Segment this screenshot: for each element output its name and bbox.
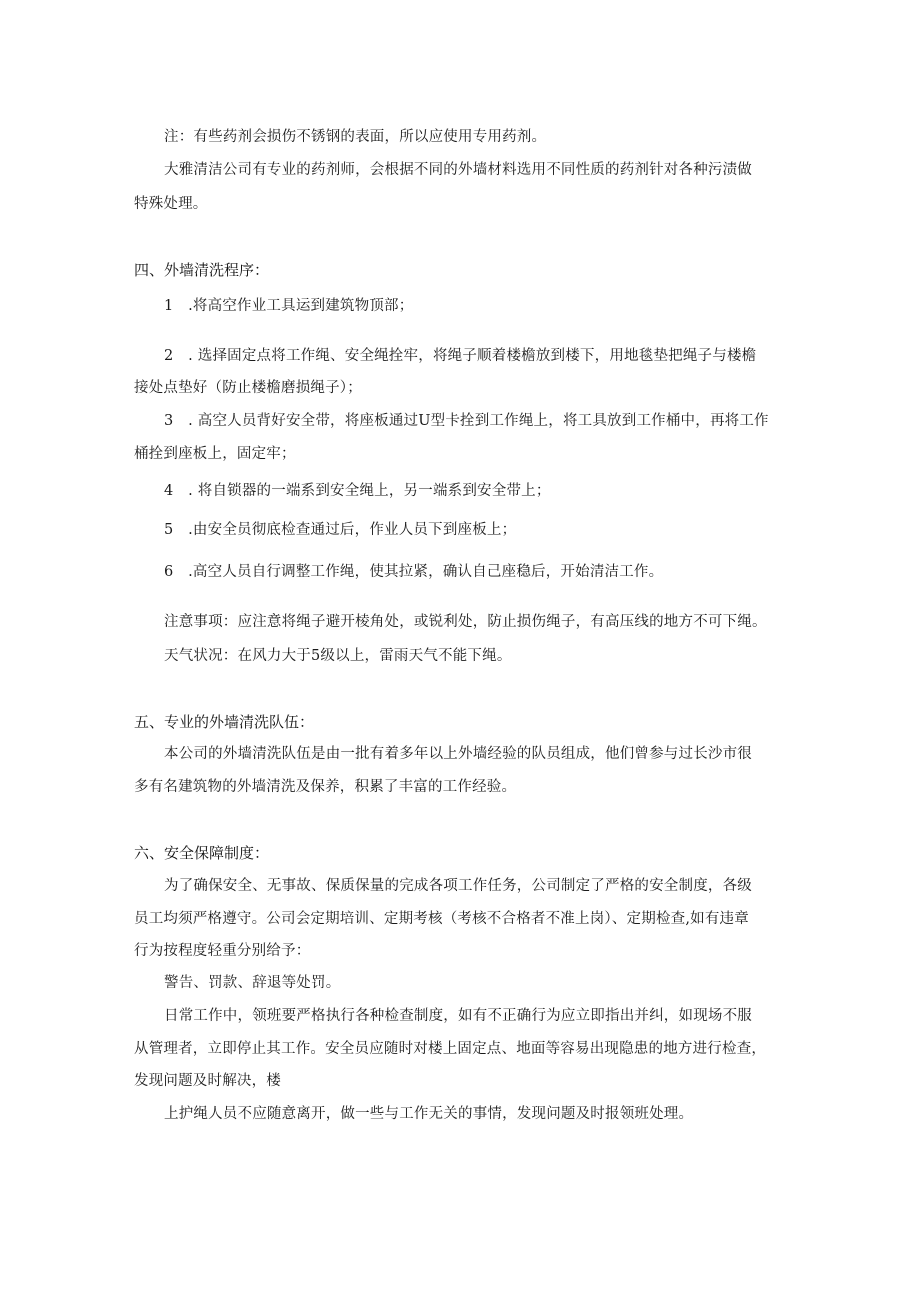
step-6: 6 .高空人员自行调整工作绳，使其拉紧，确认自己座稳后，开始清洁工作。 [164,564,664,580]
step-1: 1 .将高空作业工具运到建筑物顶部； [164,298,414,314]
step-3-line-1: 3 . 高空人员背好安全带，将座板通过U型卡拴到工作绳上，将工具放到工作桶中，再将工作 [164,413,769,429]
safety-paragraph-line-3: 行为按程度轻重分别给予： [134,943,311,959]
step-2-line-2: 接处点垫好（防止楼檐磨损绳子）； [134,380,362,396]
step-2-line-1: 2 . 选择固定点将工作绳、安全绳拴牢，将绳子顺着楼檐放到楼下，用地毯垫把绳子与楼檐 [164,348,757,364]
penalty-line: 警告、罚款、辞退等处罚。 [164,975,341,991]
daily-work-line-2: 从管理者，立即停止其工作。安全员应随时对楼上固定点、地面等容易出现隐患的地方进行检查， [134,1041,767,1057]
step-3-line-2: 桶拴到座板上，固定牢； [134,446,296,462]
step-4: 4 . 将自锁器的一端系到安全绳上，另一端系到安全带上； [164,483,551,499]
team-paragraph-line-1: 本公司的外墙清洗队伍是由一批有着多年以上外墙经验的队员组成，他们曾参与过长沙市很 [164,746,752,762]
section-4-heading: 四、外墙清洗程序： [134,261,270,279]
step-5: 5 .由安全员彻底检查通过后，作业人员下到座板上； [164,522,517,538]
weather-note: 天气状况：在风力大于5级以上，雷雨天气不能下绳。 [164,648,512,664]
chemical-note: 注：有些药剂会损伤不锈钢的表面，所以应使用专用药剂。 [164,129,547,145]
daily-work-line-3: 发现问题及时解决，楼 [134,1073,281,1089]
chemist-paragraph-line-1: 大雅清洁公司有专业的药剂师，会根据不同的外墙材料选用不同性质的药剂针对各种污渍做 [164,162,752,178]
caution-note: 注意事项：应注意将绳子避开棱角处，或锐利处，防止损伤绳子，有高压线的地方不可下绳。 [164,614,767,630]
section-6-heading: 六、安全保障制度： [134,844,270,862]
safety-paragraph-line-1: 为了确保安全、无事故、保质保量的完成各项工作任务，公司制定了严格的安全制度，各级 [164,878,752,894]
daily-work-line-1: 日常工作中，领班要严格执行各种检查制度，如有不正确行为应立即指出并纠，如现场不服 [164,1008,752,1024]
section-5-heading: 五、专业的外墙清洗队伍： [134,713,315,731]
chemist-paragraph-line-2: 特殊处理。 [134,196,208,212]
rope-guard-line: 上护绳人员不应随意离开，做一些与工作无关的事情，发现问题及时报领班处理。 [164,1106,694,1122]
safety-paragraph-line-2: 员工均须严格遵守。公司会定期培训、定期考核（考核不合格者不准上岗）、定期检查,如有违章 [134,911,749,927]
team-paragraph-line-2: 多有名建筑物的外墙清洗及保养，积累了丰富的工作经验。 [134,779,517,795]
